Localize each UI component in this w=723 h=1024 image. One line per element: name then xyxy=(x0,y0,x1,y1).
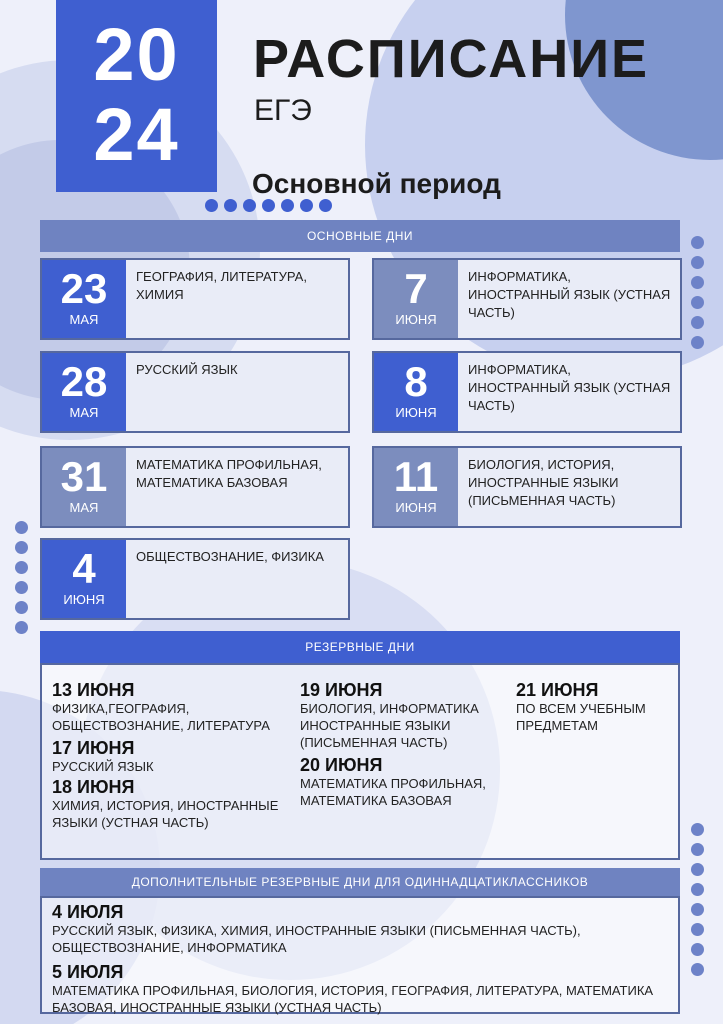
exam-day: 7 xyxy=(404,265,428,312)
period-heading: Основной период xyxy=(252,168,501,199)
decor-dot xyxy=(691,963,704,976)
reserve-column-middle xyxy=(300,680,508,809)
reserve-subjects: ПО ВСЕМ УЧЕБНЫМ ПРЕДМЕТАМ xyxy=(516,701,646,733)
decor-dot xyxy=(15,541,28,554)
exam-month: ИЮНЯ xyxy=(395,500,437,515)
exam-subjects: ИНФОРМАТИКА, ИНОСТРАННЫЙ ЯЗЫК (УСТНАЯ ЧАСТЬ) xyxy=(468,362,671,413)
decor-dots-horizontal xyxy=(205,199,332,212)
main-days-banner: ОСНОВНЫЕ ДНИ xyxy=(40,220,680,252)
decor-dot xyxy=(243,199,256,212)
exam-day: 23 xyxy=(60,265,108,312)
exam-day: 28 xyxy=(60,358,108,405)
extra-reserve-list xyxy=(52,902,670,1016)
decor-dot xyxy=(691,823,704,836)
exam-card xyxy=(40,258,350,340)
extra-reserve-box xyxy=(40,896,680,1014)
decor-dot xyxy=(300,199,313,212)
exam-month: МАЯ xyxy=(69,405,99,420)
decor-dot xyxy=(691,236,704,249)
decor-dot xyxy=(224,199,237,212)
exam-day: 8 xyxy=(404,358,428,405)
exam-day: 4 xyxy=(72,545,96,592)
reserve-date: 20 ИЮНЯ xyxy=(300,755,383,775)
decor-dot xyxy=(691,943,704,956)
extra-reserve-date: 4 ИЮЛЯ xyxy=(52,902,124,922)
decor-dot xyxy=(691,883,704,896)
year-block xyxy=(56,0,217,192)
decor-dot xyxy=(691,336,704,349)
exam-card xyxy=(40,538,350,620)
exam-day: 11 xyxy=(393,453,439,500)
decor-dot xyxy=(205,199,218,212)
page-subtitle: ЕГЭ xyxy=(254,94,312,127)
extra-reserve-date: 5 ИЮЛЯ xyxy=(52,962,124,982)
extra-reserve-subjects: МАТЕМАТИКА ПРОФИЛЬНАЯ, БИОЛОГИЯ, ИСТОРИЯ, ГЕОГРАФИЯ, ЛИТЕРАТУРА, МАТЕМАТИКА БАЗОВАЯ, ИНОСТРАННЫЕ ЯЗЫКИ (УСТНАЯ ЧАСТЬ) xyxy=(52,983,654,1015)
exam-date xyxy=(42,260,126,338)
decor-dots-right-top xyxy=(691,236,704,349)
exam-month: ИЮНЯ xyxy=(395,312,437,327)
decor-dot xyxy=(15,581,28,594)
exam-date xyxy=(374,260,458,338)
decor-dot xyxy=(691,296,704,309)
reserve-date: 21 ИЮНЯ xyxy=(516,680,599,700)
decor-dot xyxy=(15,621,28,634)
exam-card xyxy=(40,351,350,433)
reserve-date: 18 ИЮНЯ xyxy=(52,777,135,797)
decor-dot xyxy=(262,199,275,212)
exam-subjects: ГЕОГРАФИЯ, ЛИТЕРАТУРА, ХИМИЯ xyxy=(136,269,307,302)
reserve-subjects: РУССКИЙ ЯЗЫК xyxy=(52,759,154,774)
exam-card xyxy=(372,351,682,433)
year-top: 20 xyxy=(93,13,180,96)
extra-reserve-subjects: РУССКИЙ ЯЗЫК, ФИЗИКА, ХИМИЯ, ИНОСТРАННЫЕ ЯЗЫКИ (ПИСЬМЕННАЯ ЧАСТЬ), ОБЩЕСТВОЗНАНИЕ, ИНФОРМАТИКА xyxy=(52,923,581,955)
decor-dot xyxy=(281,199,294,212)
decor-dot xyxy=(691,903,704,916)
decor-dot xyxy=(319,199,332,212)
reserve-column-left xyxy=(52,680,292,831)
decor-dots-right-bottom xyxy=(691,823,704,976)
decor-dot xyxy=(15,521,28,534)
reserve-subjects: ХИМИЯ, ИСТОРИЯ, ИНОСТРАННЫЕ ЯЗЫКИ (УСТНАЯ ЧАСТЬ) xyxy=(52,798,279,830)
decor-dot xyxy=(691,316,704,329)
exam-subjects: ИНФОРМАТИКА, ИНОСТРАННЫЙ ЯЗЫК (УСТНАЯ ЧАСТЬ) xyxy=(468,269,671,320)
decor-dot xyxy=(691,843,704,856)
exam-month: ИЮНЯ xyxy=(63,592,105,607)
reserve-date: 17 ИЮНЯ xyxy=(52,738,135,758)
reserve-date: 13 ИЮНЯ xyxy=(52,680,135,700)
extra-reserve-banner: ДОПОЛНИТЕЛЬНЫЕ РЕЗЕРВНЫЕ ДНИ ДЛЯ ОДИННАДЦАТИКЛАССНИКОВ xyxy=(40,868,680,896)
reserve-days-box xyxy=(40,663,680,860)
exam-subjects: БИОЛОГИЯ, ИСТОРИЯ, ИНОСТРАННЫЕ ЯЗЫКИ (ПИСЬМЕННАЯ ЧАСТЬ) xyxy=(468,457,619,508)
exam-date xyxy=(374,353,458,431)
reserve-date: 19 ИЮНЯ xyxy=(300,680,383,700)
exam-month: МАЯ xyxy=(69,500,99,515)
decor-dot xyxy=(691,863,704,876)
decor-dot xyxy=(691,256,704,269)
decor-dots-left xyxy=(15,521,28,634)
exam-date xyxy=(374,448,458,526)
exam-month: ИЮНЯ xyxy=(395,405,437,420)
reserve-days-banner: РЕЗЕРВНЫЕ ДНИ xyxy=(40,631,680,663)
reserve-subjects: МАТЕМАТИКА ПРОФИЛЬНАЯ, МАТЕМАТИКА БАЗОВАЯ xyxy=(300,776,486,808)
decor-dot xyxy=(15,601,28,614)
exam-card xyxy=(40,446,350,528)
exam-subjects: МАТЕМАТИКА ПРОФИЛЬНАЯ, МАТЕМАТИКА БАЗОВАЯ xyxy=(136,457,322,490)
reserve-subjects: ФИЗИКА,ГЕОГРАФИЯ, ОБЩЕСТВОЗНАНИЕ, ЛИТЕРАТУРА xyxy=(52,701,270,733)
exam-subjects: ОБЩЕСТВОЗНАНИЕ, ФИЗИКА xyxy=(136,549,324,564)
year-bottom: 24 xyxy=(93,93,180,176)
reserve-column-right xyxy=(516,680,666,734)
decor-dot xyxy=(691,923,704,936)
exam-date xyxy=(42,448,126,526)
reserve-subjects: БИОЛОГИЯ, ИНФОРМАТИКА ИНОСТРАННЫЕ ЯЗЫКИ (ПИСЬМЕННАЯ ЧАСТЬ) xyxy=(300,701,479,750)
exam-month: МАЯ xyxy=(69,312,99,327)
exam-card xyxy=(372,258,682,340)
decor-dot xyxy=(691,276,704,289)
exam-day: 31 xyxy=(60,453,108,500)
page-title: РАСПИСАНИЕ xyxy=(253,29,650,89)
exam-subjects: РУССКИЙ ЯЗЫК xyxy=(136,362,238,377)
exam-card xyxy=(372,446,682,528)
exam-date xyxy=(42,540,126,618)
exam-date xyxy=(42,353,126,431)
decor-dot xyxy=(15,561,28,574)
